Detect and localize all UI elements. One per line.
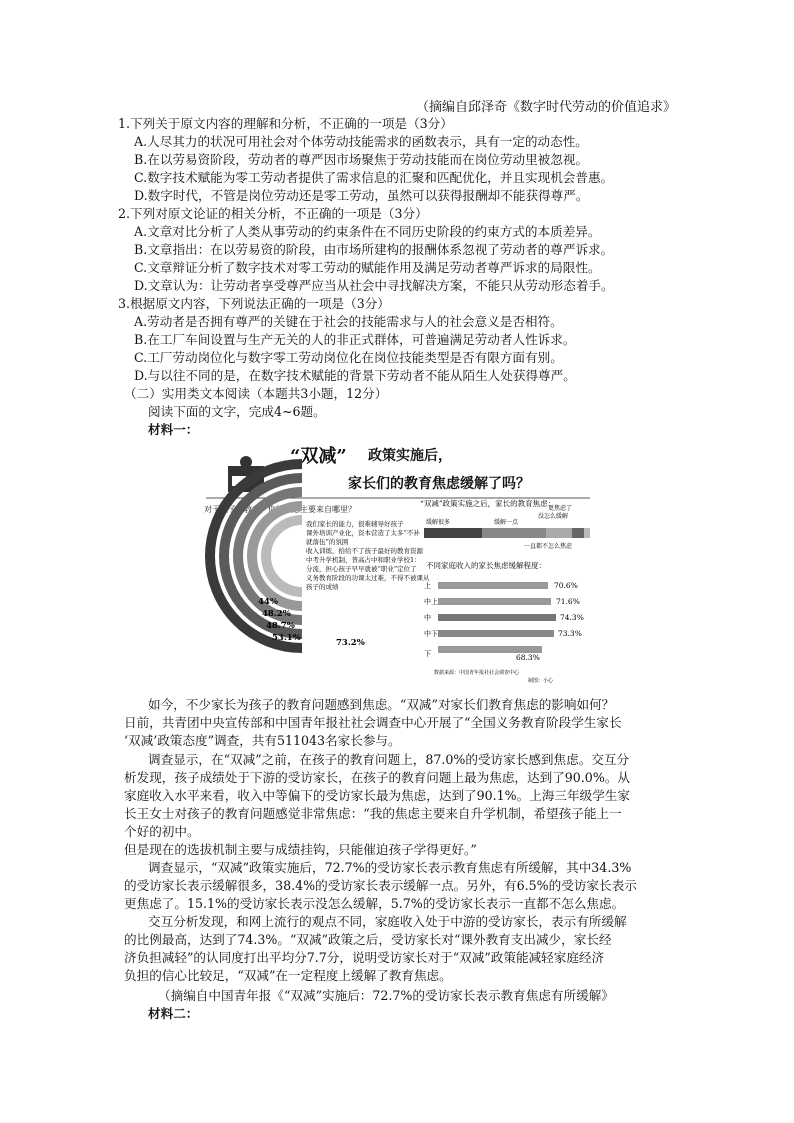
infographic-designer: 制图：小心 xyxy=(528,678,554,684)
question-3-option-d: D.与以往不同的是，在数字技术赋能的背景下劳动者不能从陌生人处获得尊严。 xyxy=(134,368,576,383)
right-bar-label-4: 更焦虑了 xyxy=(548,505,573,512)
article-line-3: ‘双减’政策态度”调查，共有511043名家长参与。 xyxy=(124,733,401,748)
question-2-option-a: A.文章对比分析了人类从事劳动的约束条件在不同历史阶段的约束方式的本质差异。 xyxy=(134,224,601,239)
question-3-option-b: B.在工厂车间设置与生产无关的人的非正式群体，可普遍满足劳动者人性诉求。 xyxy=(134,332,576,347)
article-line-4: 调查显示，在“双减”之前，在孩子的教育问题上，87.0%的受访家长感到焦虑。交互分 xyxy=(148,752,630,767)
income-value-3: 74.3% xyxy=(560,613,584,622)
article-line-2: 日前，共青团中央宣传部和中国青年报社社会调查中心开展了“全国义务教育阶段学生家长 xyxy=(124,715,622,730)
question-3-option-c: C.工厂劳动岗位化与数字零工劳动岗位化在岗位技能类型是否有限方面有别。 xyxy=(134,350,563,365)
right-income-question: 不同家庭收入的家长焦虑缓解程度： xyxy=(426,561,546,570)
left-note-1: 我们家长的能力，很难辅导好孩子 xyxy=(306,520,404,528)
left-value-3: 48.7% xyxy=(266,621,295,631)
right-stacked-bar xyxy=(424,528,590,538)
left-note-8: 孩子的成绩 xyxy=(306,583,339,591)
left-value-4: 53.1% xyxy=(272,633,301,643)
infographic-title-part2: 政策实施后， xyxy=(368,448,452,464)
left-question: 对于孩子的教育，你的焦虑主要来自哪里？ xyxy=(204,505,356,514)
question-3-stem: 3.根据原文内容，下列说法正确的一项是（3分） xyxy=(118,296,390,311)
article-line-16: 负担的信心比较足，“双减”在一定程度上缓解了教育焦虑。 xyxy=(124,968,452,983)
left-value-2: 48.2% xyxy=(262,609,291,619)
income-bars xyxy=(424,581,584,662)
left-note-2: 课外培训产业化，资本营造了太多“不补 xyxy=(306,529,420,537)
question-1-option-c: C.数字技术赋能为零工劳动者提供了需求信息的汇聚和匹配优化，并且实现机会普惠。 xyxy=(134,170,614,185)
question-2-stem: 2.下列对原文论证的相关分析，不正确的一项是（3分） xyxy=(118,206,428,221)
article-line-12: 更焦虑了。15.1%的受访家长表示没怎么缓解，5.7%的受访家长表示一直都不怎么焦虑。 xyxy=(124,896,625,911)
question-3-option-a: A.劳动者是否拥有尊严的关键在于社会的技能需求与人的社会意义是否相符。 xyxy=(134,314,563,329)
article-line-15: 济负担减轻”的认同度打出平均分7.7分，说明受访家长对于“双减”政策能减轻家庭经济 xyxy=(124,950,605,965)
article-line-10: 调查显示，“双减”政策实施后，72.7%的受访家长表示教育焦虑有所缓解，其中34.3% xyxy=(148,860,632,875)
source-citation: （摘编自邱泽奇《数字时代劳动的价值追求》 xyxy=(415,100,676,115)
infographic-title-part1: “双减” xyxy=(290,446,347,467)
question-1-option-d: D.数字时代，不管是岗位劳动还是零工劳动，虽然可以获得报酬却不能获得尊严。 xyxy=(134,188,589,203)
article-line-11: 的受访家长表示缓解很多，38.4%的受访家长表示缓解一点。另外，有6.5%的受访家长表示 xyxy=(124,878,637,893)
left-note-6: 分流，担心孩子早早就被“职业”定位了 xyxy=(306,565,417,573)
income-label-3: 中 xyxy=(424,614,431,622)
income-value-1: 70.6% xyxy=(554,581,578,590)
question-2-option-d: D.文章认为：让劳动者享受尊严应当从社会中寻找解决方案，不能只从劳动形态着手。 xyxy=(134,278,614,293)
article-source: （摘编自中国青年报《“双减”实施后：72.7%的受访家长表示教育焦虑有所缓解》 xyxy=(158,988,614,1003)
article-line-13: 交互分析发现，和网上流行的观点不同，家庭收入处于中游的受访家长，表示有所缓解 xyxy=(148,914,627,929)
left-notes xyxy=(306,519,430,591)
material-2-label: 材料二： xyxy=(148,1006,199,1021)
article-line-14: 的比例最高，达到了74.3%。“双减”政策之后，受访家长对“课外教育支出减少，家长经 xyxy=(124,932,612,947)
infographic-title-line2: 家长们的教育焦虑缓解了吗？ xyxy=(348,476,530,492)
left-value-1: 44% xyxy=(258,597,278,607)
income-label-4: 中下 xyxy=(424,630,438,638)
article-line-6: 家庭收入水平来看，收入中等偏下的受访家长最为焦虑，达到了90.1%。上海三年级学生家 xyxy=(124,788,630,803)
left-value-5: 73.2% xyxy=(336,638,365,648)
infographic-source: 数据来源：中国青年报社社会调查中心 xyxy=(434,670,520,676)
income-label-2: 中上 xyxy=(424,598,438,606)
right-question: “双减”政策实施之后，家长的教育焦虑： xyxy=(420,499,556,508)
right-bar-label-3: 没怎么缓解 xyxy=(538,513,569,520)
section-heading: （二）实用类文本阅读（本题共3小题，12分） xyxy=(124,386,388,401)
article-line-7: 长王女士对孩子的教育问题感觉非常焦虑：“我的焦虑主要来自升学机制，希望孩子能上一 xyxy=(124,806,622,821)
material-1-label: 材料一： xyxy=(148,422,199,437)
question-1-stem: 1.下列关于原文内容的理解和分析，不正确的一项是（3分） xyxy=(118,116,453,131)
left-note-7: 义务教育阶段的功课太过难，不得不被课从 xyxy=(306,574,430,582)
income-label-1: 上 xyxy=(424,582,431,590)
article-line-8: 个好的初中。 xyxy=(124,824,200,839)
left-note-5: 中考升学机制，普高占中和职业学校1： xyxy=(306,556,421,564)
question-1-option-a: A.人尽其力的状况可用社会对个体劳动技能需求的函数表示，具有一定的动态性。 xyxy=(134,134,588,149)
article-line-1: 如今，不少家长为孩子的教育问题感到焦虑。“双减”对家长们教育焦虑的影响如何？ xyxy=(148,697,615,712)
question-2-option-c: C.文章辩证分析了数字技术对零工劳动的赋能作用及满足劳动者尊严诉求的局限性。 xyxy=(134,260,601,275)
left-note-3: 就落伍”的氛围 xyxy=(306,538,349,546)
infographic-svg xyxy=(198,440,598,685)
right-bar-label-5: 一直都不怎么焦虑 xyxy=(524,543,573,550)
income-value-5: 68.3% xyxy=(516,653,540,662)
infographic xyxy=(198,440,598,685)
arc-ring-1 xyxy=(266,520,302,592)
income-value-4: 73.3% xyxy=(558,629,582,638)
instruction: 阅读下面的文字，完成4~6题。 xyxy=(148,404,326,419)
article-line-5: 析发现，孩子成绩处于下游的受访家长，在孩子的教育问题上最为焦虑，达到了90.0%。从 xyxy=(124,770,630,785)
income-value-2: 71.6% xyxy=(556,597,580,606)
question-1-option-b: B.在以劳易资阶段，劳动者的尊严因市场聚焦于劳动技能而在岗位劳动里被忽视。 xyxy=(134,152,589,167)
income-label-5: 下 xyxy=(424,650,431,658)
article-line-9: 但是现在的选拔机制主要与成绩挂钩，只能催迫孩子学得更好。” xyxy=(124,842,477,857)
left-note-4: 收入训练，拾给不了孩子最好的教育资源 xyxy=(306,547,423,555)
right-bar-label-1: 缓解很多 xyxy=(426,519,451,526)
right-bar-label-2: 缓解一点 xyxy=(494,519,519,526)
question-2-option-b: B.文章指出：在以劳易资的阶段，由市场所建构的报酬体系忽视了劳动者的尊严诉求。 xyxy=(134,242,614,257)
